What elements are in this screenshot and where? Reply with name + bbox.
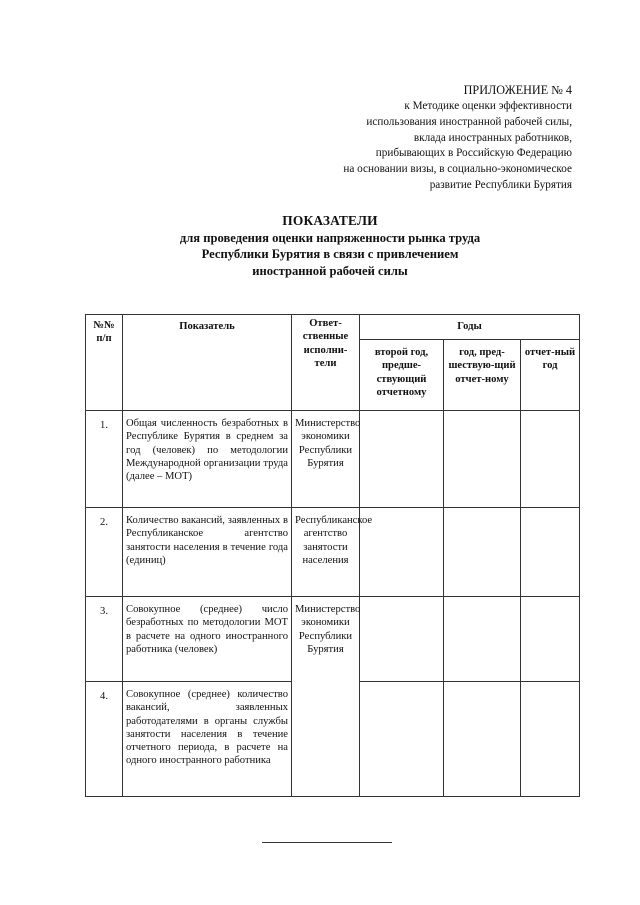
row-number: 4. [86, 682, 123, 797]
header-year-before: год, пред-шествую-щий отчет-ному [444, 340, 521, 411]
appendix-line: на основании визы, в социально-экономическое [343, 163, 572, 176]
header-year-second-before: второй год, предше-ствующий отчетному [360, 340, 444, 411]
cell-year-second-before [360, 508, 444, 597]
header-years: Годы [360, 315, 580, 340]
row-number: 1. [86, 411, 123, 508]
table-row [86, 597, 580, 682]
footer-divider [262, 842, 392, 843]
row-indicator: Совокупное (среднее) число безработных по методологии МОТ в расчете на одного иностранного работника (человек) [123, 597, 292, 682]
appendix-line: вклада иностранных работников, [413, 131, 572, 144]
title-heading: ПОКАЗАТЕЛИ [282, 213, 378, 228]
row-indicator: Общая численность безработных в Республике Бурятия в среднем за год (человек) по методологии Международной организации труда (далее – МОТ) [123, 411, 292, 508]
row-responsible: Министерство экономики Республики Бурятия [292, 411, 360, 508]
header-number: №№ п/п [86, 315, 123, 411]
table-row [86, 508, 580, 597]
title-line: Республики Бурятия в связи с привлечением [201, 247, 459, 262]
row-number: 2. [86, 508, 123, 597]
cell-year-before [444, 411, 521, 508]
cell-year-report [521, 597, 580, 682]
cell-year-second-before [360, 682, 444, 797]
indicators-table [85, 314, 580, 797]
title-line: для проведения оценки напряженности рынка труда [179, 230, 481, 245]
cell-year-before [444, 682, 521, 797]
appendix-line: прибывающих в Российскую Федерацию [375, 147, 572, 160]
appendix-line: использования иностранной рабочей силы, [366, 115, 572, 128]
cell-year-before [444, 597, 521, 682]
appendix-line: развитие Республики Бурятия [429, 178, 572, 191]
cell-year-before [444, 508, 521, 597]
row-indicator: Количество вакансий, заявленных в Республиканское агентство занятости населения в течение года (единиц) [123, 508, 292, 597]
header-responsible [292, 315, 360, 411]
cell-year-report [521, 508, 580, 597]
header-year-report: отчет-ный год [521, 340, 580, 411]
document-title [60, 213, 600, 279]
cell-year-report [521, 682, 580, 797]
row-number: 3. [86, 597, 123, 682]
row-responsible: Министерство экономики Республики Бурятия [292, 597, 360, 797]
cell-year-second-before [360, 597, 444, 682]
appendix-line: к Методике оценки эффективности [404, 100, 572, 112]
row-responsible: Республиканское агентство занятости населения [292, 508, 360, 597]
header-indicator: Показатель [123, 315, 292, 411]
appendix-block [242, 82, 572, 194]
appendix-number: ПРИЛОЖЕНИЕ № 4 [463, 83, 572, 97]
cell-year-second-before [360, 411, 444, 508]
title-line: иностранной рабочей силы [252, 263, 408, 278]
row-indicator: Совокупное (среднее) количество вакансий, заявленных работодателями в органы службы занятости населения в течение отчетного периода, в расчете на одного иностранного работника [123, 682, 292, 797]
header-responsible-text: Ответ-ственные исполни-тели [302, 318, 349, 369]
table-row [86, 411, 580, 508]
cell-year-report [521, 411, 580, 508]
